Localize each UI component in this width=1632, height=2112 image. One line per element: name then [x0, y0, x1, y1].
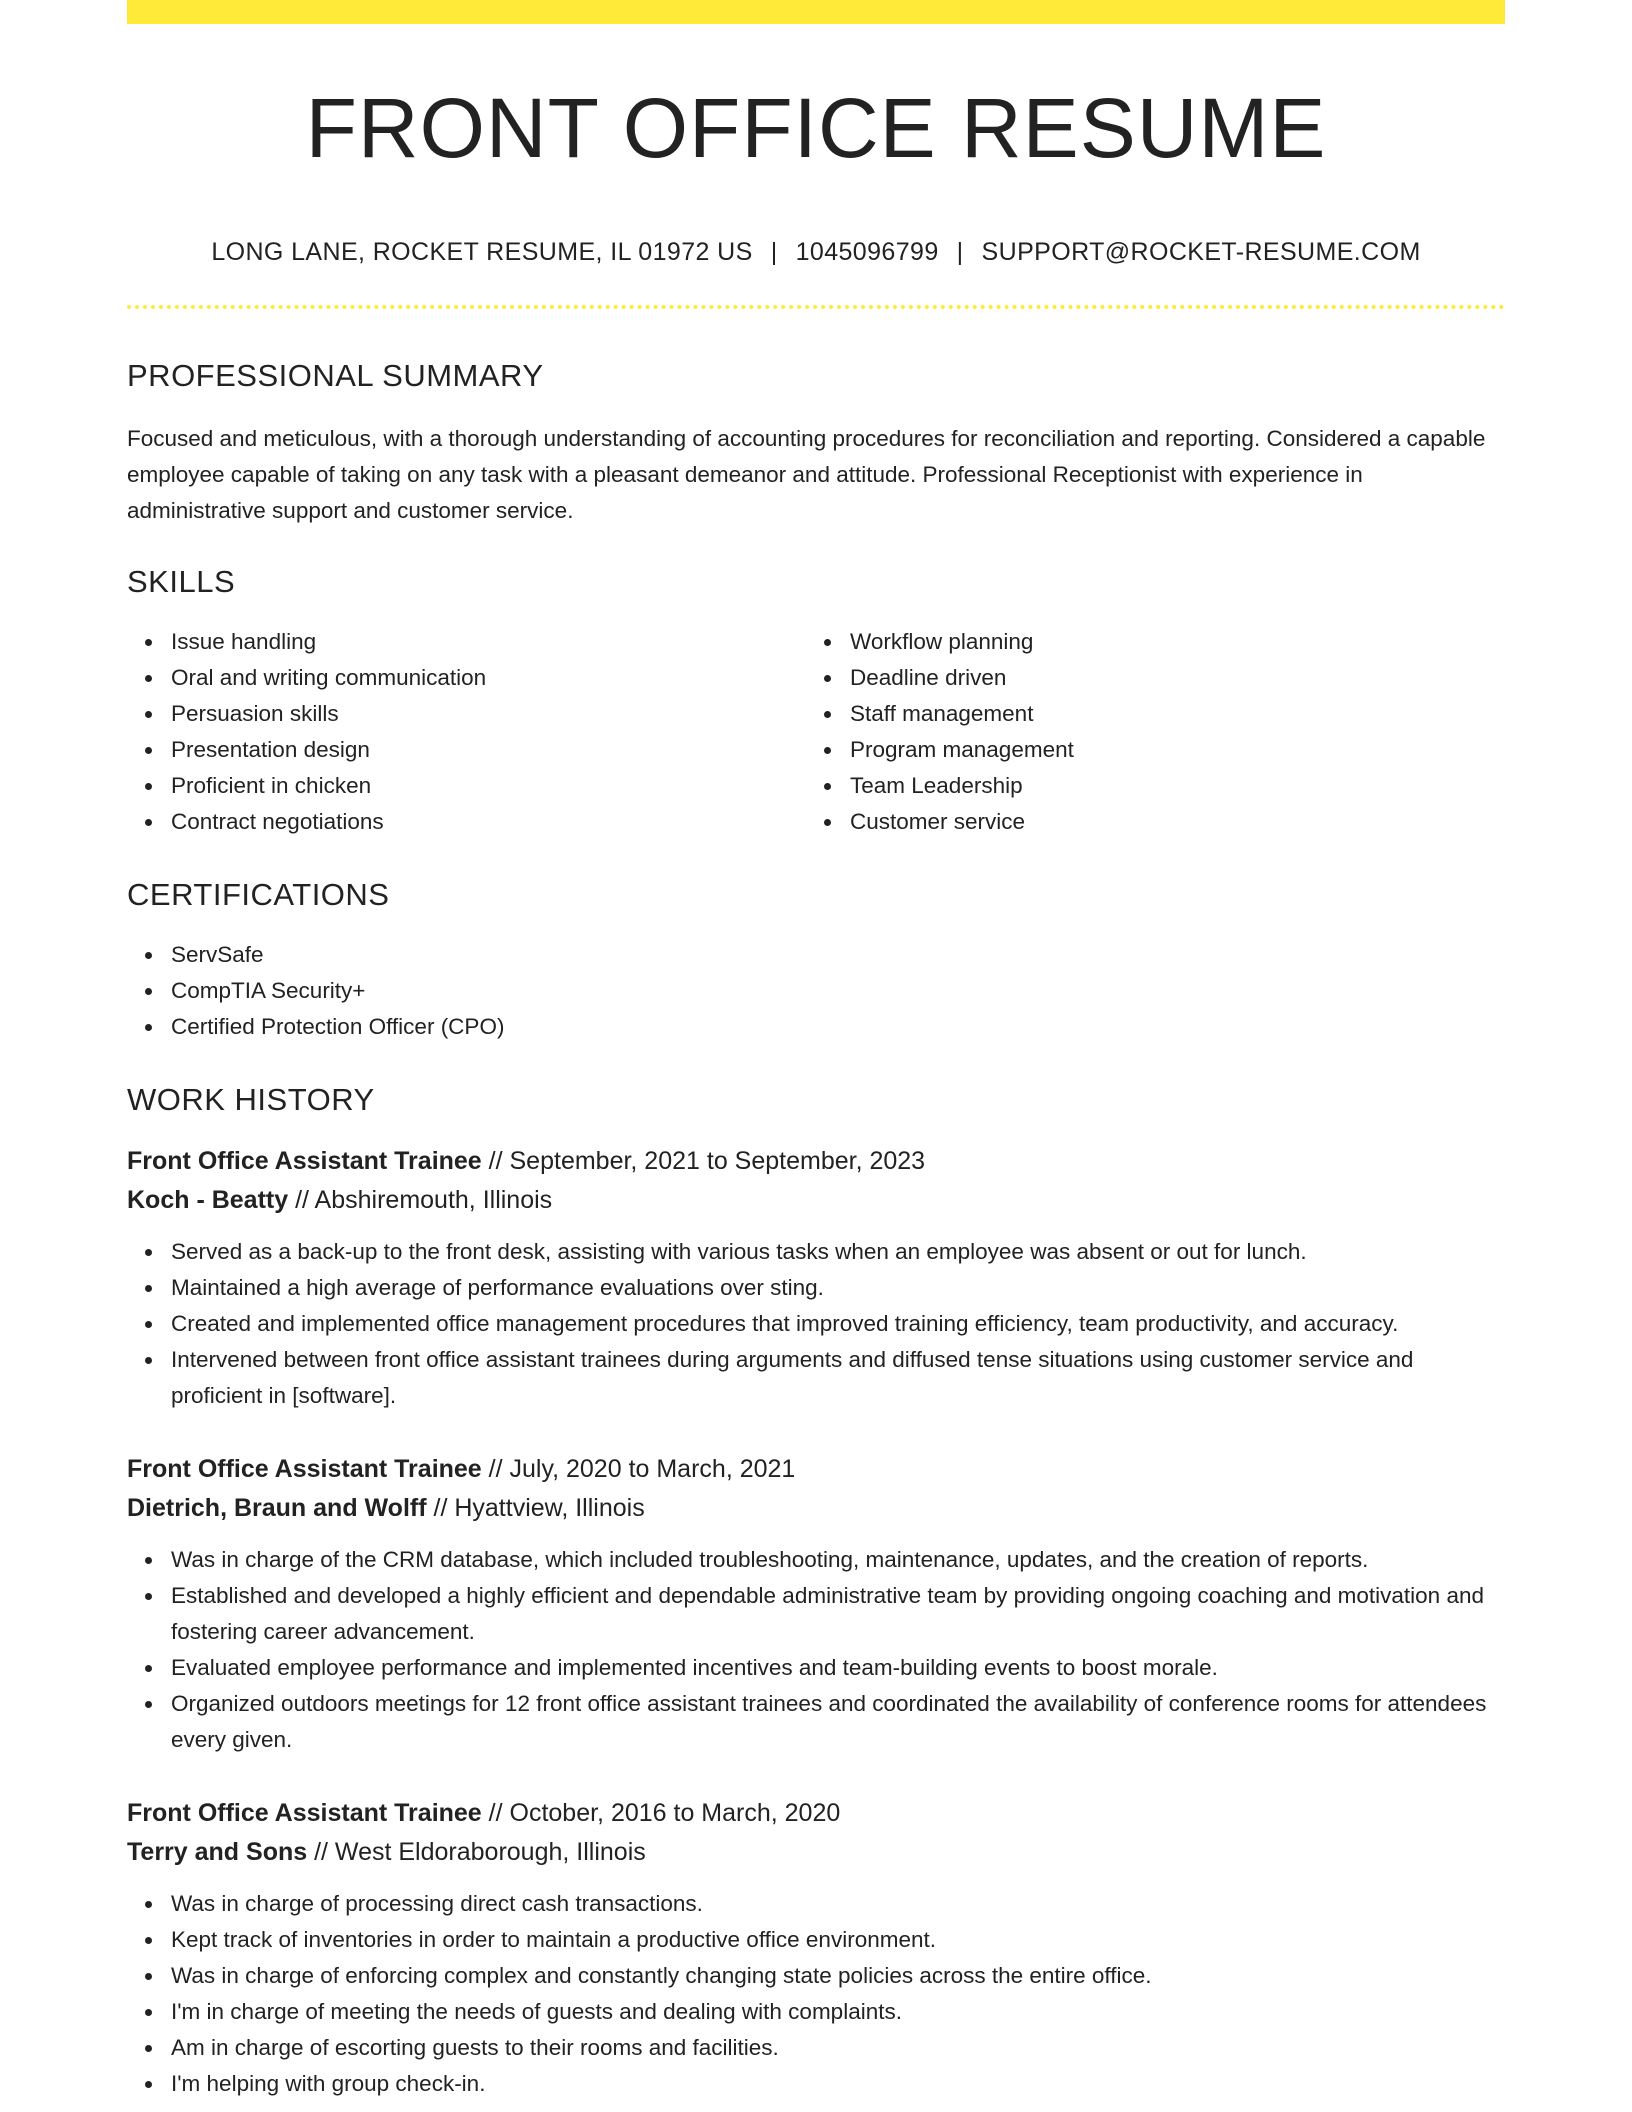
- contact-separator: |: [770, 238, 778, 266]
- job-title: Front Office Assistant Trainee: [127, 1147, 482, 1175]
- duty-item: Am in charge of escorting guests to their rooms and facilities.: [127, 2030, 1505, 2066]
- summary-text: Focused and meticulous, with a thorough understanding of accounting procedures for reconciliation and reporting. Considered a capable employee capable of taking on any task with a pleasant demeanor and attitude. Professional Receptionist with experience in administrative support and customer service.: [127, 426, 1486, 523]
- skills-column-left: [127, 624, 806, 840]
- duty-item: Was in charge of the CRM database, which included troubleshooting, maintenance, updates, and the creation of reports.: [127, 1542, 1505, 1578]
- contact-address: LONG LANE, ROCKET RESUME, IL 01972 US: [211, 238, 753, 266]
- contact-separator: |: [956, 238, 964, 266]
- job-location: // Abshiremouth, Illinois: [295, 1186, 553, 1214]
- skill-item: Workflow planning: [806, 624, 1485, 660]
- duty-item: I'm helping with group check-in.: [127, 2066, 1505, 2102]
- skills-list: [127, 624, 1505, 840]
- skill-item: Deadline driven: [806, 660, 1485, 696]
- duty-item: Organized outdoors meetings for 12 front office assistant trainees and coordinated the availability of conference rooms for attendees every given.: [127, 1686, 1505, 1758]
- job-duties: [127, 1886, 1505, 2102]
- job-company-line: [127, 1181, 1505, 1220]
- duty-item: Maintained a high average of performance evaluations over sting.: [127, 1270, 1505, 1306]
- skills-column-right: [806, 624, 1485, 840]
- job-company: Terry and Sons: [127, 1838, 308, 1866]
- dotted-divider: [127, 305, 1505, 309]
- skill-item: Oral and writing communication: [127, 660, 806, 696]
- duty-item: Was in charge of enforcing complex and constantly changing state policies across the entire office.: [127, 1958, 1505, 1994]
- job-entry: [127, 1794, 1505, 2102]
- skill-item: Proficient in chicken: [127, 768, 806, 804]
- job-company-line: [127, 1489, 1505, 1528]
- summary-heading: PROFESSIONAL SUMMARY: [127, 358, 544, 393]
- job-title-line: [127, 1142, 1505, 1181]
- work-history-heading: WORK HISTORY: [127, 1082, 375, 1117]
- skills-heading: SKILLS: [127, 564, 236, 599]
- job-title: Front Office Assistant Trainee: [127, 1799, 482, 1827]
- certifications-heading: CERTIFICATIONS: [127, 877, 390, 912]
- contact-phone: 1045096799: [795, 238, 939, 266]
- job-company: Koch - Beatty: [127, 1186, 289, 1214]
- skill-item: Team Leadership: [806, 768, 1485, 804]
- job-location: // Hyattview, Illinois: [433, 1494, 645, 1522]
- duty-item: Intervened between front office assistant trainees during arguments and diffused tense situations using customer service and proficient in [software].: [127, 1342, 1505, 1414]
- duty-item: Evaluated employee performance and implemented incentives and team-building events to boost morale.: [127, 1650, 1505, 1686]
- job-duties: [127, 1234, 1505, 1414]
- certification-item: ServSafe: [127, 937, 1505, 973]
- duty-item: Was in charge of processing direct cash transactions.: [127, 1886, 1505, 1922]
- skill-item: Presentation design: [127, 732, 806, 768]
- skill-item: Contract negotiations: [127, 804, 806, 840]
- duty-item: Served as a back-up to the front desk, assisting with various tasks when an employee was absent or out for lunch.: [127, 1234, 1505, 1270]
- duty-item: Established and developed a highly efficient and dependable administrative team by providing ongoing coaching and motivation and fostering career advancement.: [127, 1578, 1505, 1650]
- job-dates: // October, 2016 to March, 2020: [488, 1799, 841, 1827]
- contact-line: [127, 240, 1505, 265]
- job-title-line: [127, 1794, 1505, 1833]
- resume-page: [127, 0, 1505, 2102]
- job-title: Front Office Assistant Trainee: [127, 1455, 482, 1483]
- certification-item: Certified Protection Officer (CPO): [127, 1009, 1505, 1045]
- job-company: Dietrich, Braun and Wolff: [127, 1494, 427, 1522]
- resume-name: FRONT OFFICE RESUME: [305, 81, 1327, 175]
- job-location: // West Eldoraborough, Illinois: [314, 1838, 646, 1866]
- job-entry: [127, 1142, 1505, 1414]
- job-dates: // July, 2020 to March, 2021: [488, 1455, 796, 1483]
- skill-item: Persuasion skills: [127, 696, 806, 732]
- skill-item: Staff management: [806, 696, 1485, 732]
- job-company-line: [127, 1833, 1505, 1872]
- duty-item: Created and implemented office management procedures that improved training efficiency, team productivity, and accuracy.: [127, 1306, 1505, 1342]
- skill-item: Customer service: [806, 804, 1485, 840]
- job-duties: [127, 1542, 1505, 1758]
- duty-item: Kept track of inventories in order to maintain a productive office environment.: [127, 1922, 1505, 1958]
- accent-top-bar: [127, 0, 1505, 24]
- certifications-list: [127, 937, 1505, 1045]
- job-dates: // September, 2021 to September, 2023: [488, 1147, 926, 1175]
- job-entry: [127, 1450, 1505, 1758]
- skill-item: Issue handling: [127, 624, 806, 660]
- certification-item: CompTIA Security+: [127, 973, 1505, 1009]
- duty-item: I'm in charge of meeting the needs of guests and dealing with complaints.: [127, 1994, 1505, 2030]
- skill-item: Program management: [806, 732, 1485, 768]
- job-title-line: [127, 1450, 1505, 1489]
- contact-email: SUPPORT@ROCKET-RESUME.COM: [981, 238, 1421, 266]
